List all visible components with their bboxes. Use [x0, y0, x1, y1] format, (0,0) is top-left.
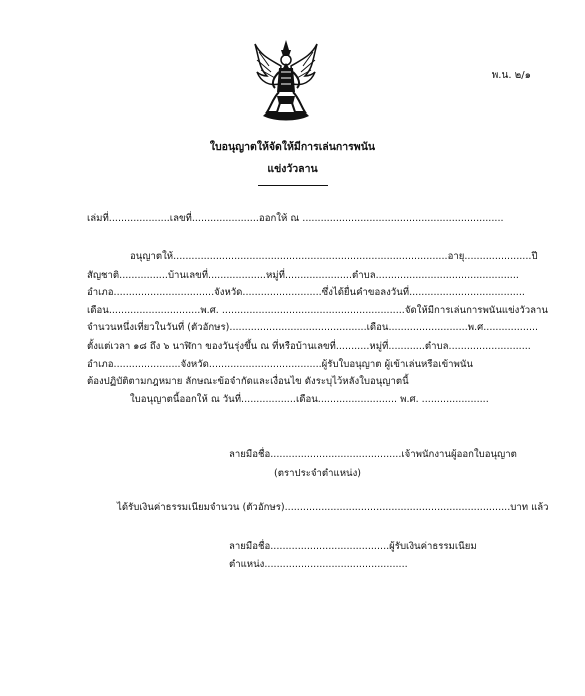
nationality-address-line: สัญชาติ................บ้านเลขที่...................หมู่ที่......................ตำบล...............................................	[87, 270, 519, 281]
fee-line: ได้รับเงินค่าธรรมเนียมจำนวน (ตัวอักษร)..........................................................................บาท แล้ว	[117, 502, 549, 513]
form-title: ใบอนุญาตให้จัดให้มีการเล่นการพนัน	[209, 141, 376, 153]
form-code: พ.น. ๒/๑	[491, 70, 531, 81]
issuer-signature-line: ลายมือชื่อ...........................................เจ้าพนักงานผู้ออกใบอนุญาต	[229, 449, 517, 460]
event-date-line: จำนวนหนึ่งเที่ยวในวันที่ (ตัวอักษร).............................................เดือน..........................พ.ศ..................	[87, 322, 539, 333]
licensee-line: อนุญาตให้..........................................................................................อายุ......................ปี	[130, 251, 538, 262]
title-underline	[258, 185, 328, 186]
receiver-position-line: ตำแหน่ง...............................................	[229, 559, 408, 570]
district-licensee-line: อำเภอ......................จังหวัด.....................................ผู้รับใบอนุญาต ผู้เข้าเล่นหรือเข้าพนัน	[87, 359, 473, 370]
issue-date-line: ใบอนุญาตนี้ออกให้ ณ วันที่..................เดือน.......................... พ.ศ. ......................	[130, 394, 489, 405]
receiver-signature-line: ลายมือชื่อ.......................................ผู้รับเงินค่าธรรมเนียม	[229, 541, 477, 552]
conditions-line: ต้องปฏิบัติตามกฎหมาย ลักษณะข้อจำกัดและเงื่อนไข ดังระบุไว้หลังใบอนุญาตนี้	[87, 376, 409, 387]
form-subtitle: แข่งวัวลาน	[267, 163, 318, 175]
garuda-emblem-icon	[253, 38, 319, 122]
district-province-line: อำเภอ.................................จังหวัด..........................ซึ่งได้ยื่นคำขอลงวันที่......................................	[87, 287, 525, 298]
month-year-line: เดือน..............................พ.ศ. ............................................................จัดให้มีการเล่นการพนันแข่งวัวลาน	[87, 305, 548, 316]
book-number-line: เล่มที่....................เลขที่......................ออกให้ ณ ..................................................................	[87, 213, 504, 224]
seal-note: (ตราประจำตำแหน่ง)	[274, 468, 362, 479]
time-location-line: ตั้งแต่เวลา ๑๘ ถึง ๖ นาฬิกา ของวันรุ่งขึ้น ณ ที่หรือบ้านเลขที่...........หมู่ที่............ตำบล...........................	[87, 341, 531, 352]
